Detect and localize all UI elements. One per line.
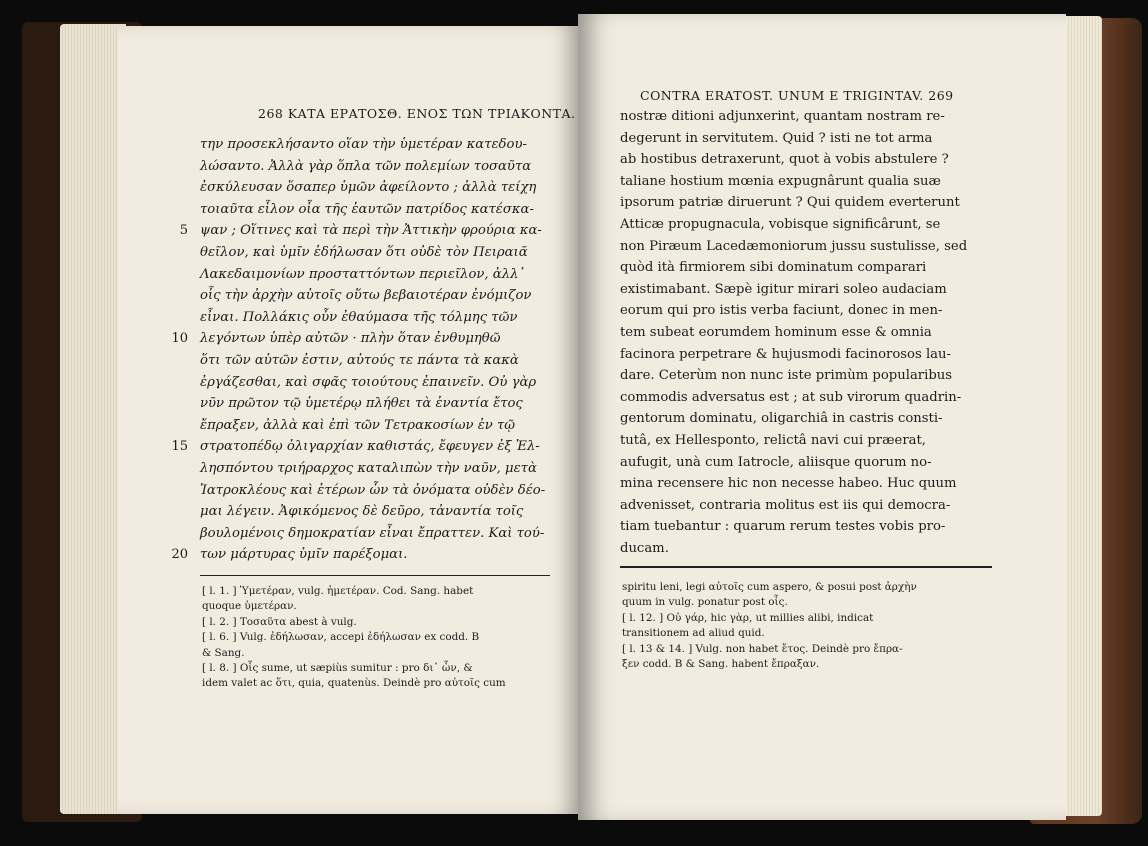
text-line (200, 156, 545, 178)
line-text: ὅτι τῶν αὐτῶν ἐστιν, αὐτούς τε πάντα τὰ κακὰ (200, 352, 519, 368)
line-text: μαι λέγειν. Ἀφικόμενος δὲ δεῦρο, τἀναντία τοῖς (200, 504, 524, 520)
text-line: mina recensere hic non necesse habeo. Huc quum (620, 476, 957, 492)
left-page (118, 26, 578, 814)
footnote-line: [ l. 2. ] Τοσαῦτα abest à vulg. (202, 615, 357, 628)
text-line: quòd ità firmiorem sibi dominatum comparari (620, 260, 927, 276)
text-line: eorum qui pro istis verba faciunt, donec in men- (620, 303, 943, 319)
text-line (200, 523, 545, 545)
line-text: των μάρτυρας ὑμῖν παρέξομαι. (200, 547, 408, 563)
footnote-line: [ l. 1. ] Ὑμετέραν, vulg. ἡμετέραν. Cod. Sang. habet (202, 585, 474, 597)
text-line (200, 285, 545, 307)
text-line (200, 307, 545, 329)
line-number: 5 (179, 223, 188, 239)
right-page (578, 14, 1066, 820)
text-line (200, 134, 545, 156)
line-text: Λακεδαιμονίων προσταττόντων περιεῖλον, ἀλλ᾽ (200, 266, 526, 282)
line-number: 20 (171, 547, 188, 563)
text-line (171, 328, 545, 350)
text-line (200, 393, 545, 415)
text-line: commodis adversatus est ; at sub virorum quadrin- (620, 389, 962, 405)
line-text: την προσεκλήσαντο οἵαν τὴν ὑμετέραν κατεδου- (200, 137, 527, 152)
text-line (200, 199, 545, 221)
text-line: tutâ, ex Hellesponto, relictâ navi cui præerat, (620, 432, 926, 448)
text-line: tiam tuebantur : quarum rerum testes vobis pro- (620, 519, 946, 535)
text-line: nostræ ditioni adjunxerint, quantam nostram re- (620, 109, 945, 124)
line-text: στρατοπέδῳ ὀλιγαρχίαν καθιστάς, ἔφευγεν ἐξ Ἑλ- (200, 439, 540, 455)
line-text: τοιαῦτα εἷλον οἷα τῆς ἑαυτῶν πατρίδος κατέσκα- (200, 201, 534, 217)
footnote-line: [ l. 8. ] Οἷς sume, ut sæpiùs sumitur : pro δι᾽ ὧν, & (202, 661, 473, 674)
text-line: facinora perpetrare & hujusmodi facinorosos lau- (620, 346, 951, 362)
line-text: ψαν ; Οἵτινες καὶ τὰ περὶ τὴν Ἀττικὴν φρούρια κα- (200, 223, 542, 239)
footnote-rule-left (200, 575, 550, 576)
text-line (200, 350, 545, 372)
text-line: non Piræum Lacedæmoniorum jussu sustulisse, sed (620, 238, 968, 254)
page-edges-right (1060, 16, 1102, 816)
left-running-head: 268 ΚΑΤΑ ΕΡΑΤΟΣΘ. ΕΝΟΣ ΤΩΝ ΤΡΙΑΚΟΝΤΑ. (258, 106, 576, 121)
footnote-line: [ l. 12. ] Οὐ γάρ, hic γὰρ, ut millies alibi, indicat (622, 611, 874, 624)
text-line: ducam. (620, 540, 669, 556)
line-text: θεῖλον, καὶ ὑμῖν ἐδήλωσαν ὅτι οὐδὲ τὸν Πειραιᾶ (200, 244, 528, 260)
line-text: Ἰατροκλέους καὶ ἑτέρων ὧν τὰ ὀνόματα οὐδὲν δέο- (200, 482, 546, 498)
line-text: ἐσκύλευσαν ὅσαπερ ὑμῶν ἀφείλοντο ; ἀλλὰ τείχη (200, 180, 537, 196)
footnote-rule-right (620, 566, 992, 568)
text-line: Atticæ propugnacula, vobisque significârunt, se (620, 216, 941, 232)
line-text: λεγόντων ὑπὲρ αὐτῶν · πλὴν ὅταν ἐνθυμηθῶ (200, 331, 501, 347)
text-line (179, 220, 545, 242)
text-line: aufugit, unà cum Iatrocle, aliisque quorum no- (620, 454, 932, 470)
line-text: οἷς τὴν ἀρχὴν αὐτοῖς οὕτω βεβαιοτέραν ἐνόμιζον (200, 288, 532, 304)
text-line (200, 501, 545, 523)
text-line (200, 177, 545, 199)
footnote-line: [ l. 6. ] Vulg. ἐδήλωσαν, accepi ἐδήλωσαν ex codd. B (202, 631, 480, 644)
line-text: ἔπραξεν, ἀλλὰ καὶ ἐπὶ τῶν Τετρακοσίων ἐν τῷ (200, 417, 516, 433)
greek-text-block (171, 134, 546, 566)
footnote-line: ξεν codd. B & Sang. habent ἔπραξαν. (622, 657, 820, 670)
text-line (200, 264, 545, 286)
text-line: tem subeat eorumdem hominum esse & omnia (620, 324, 932, 340)
text-line (200, 242, 545, 264)
footnote-line: idem valet ac ὅτι, quia, quatenùs. Deindè pro αὐτοῖς cum (202, 677, 506, 690)
text-line (171, 436, 545, 458)
text-line: ipsorum patriæ diruerunt ? Qui quidem everterunt (620, 195, 960, 211)
line-text: λησπόντου τριήραρχος καταλιπὼν τὴν ναῦν, μετὰ (200, 460, 537, 476)
text-line (200, 458, 545, 480)
footnote-line: spiritu leni, legi αὐτοῖς cum aspero, & posui post ἀρχὴν (622, 581, 917, 593)
text-line: existimabant. Sæpè igitur mirari soleo audaciam (620, 281, 947, 297)
line-text: εἶναι. Πολλάκις οὖν ἐθαύμασα τῆς τόλμης τῶν (200, 309, 518, 325)
text-line (171, 544, 545, 566)
right-footnotes (622, 580, 992, 672)
footnote-line: [ l. 13 & 14. ] Vulg. non habet ἔτος. Deindè pro ἔπρα- (622, 642, 903, 655)
text-line: ab hostibus detraxerunt, quot à vobis abstulere ? (620, 152, 949, 168)
latin-text-block (620, 106, 992, 559)
left-footnotes (202, 584, 552, 692)
line-number: 15 (171, 439, 188, 455)
text-line: advenisset, contraria molitus est iis qui democra- (620, 497, 951, 513)
text-line (200, 415, 545, 437)
text-line: degerunt in servitutem. Quid ? isti ne tot arma (620, 130, 933, 146)
line-text: βουλομένοις δημοκρατίαν εἶναι ἔπραττεν. Καὶ τού- (200, 525, 545, 541)
line-text: ἐργάζεσθαι, καὶ σφᾶς τοιούτους ἐπαινεῖν. Οὐ γὰρ (200, 374, 537, 390)
text-line: dare. Ceterùm non nunc iste primùm popularibus (620, 368, 953, 384)
footnote-line: quoque ὑμετέραν. (202, 600, 297, 613)
text-line: gentorum dominatu, oligarchiâ in castris consti- (620, 411, 943, 427)
line-text: νῦν πρῶτον τῷ ὑμετέρῳ πλήθει τὰ ἐναντία ἔτος (200, 396, 523, 412)
footnote-line: & Sang. (202, 646, 245, 659)
line-number: 10 (171, 331, 188, 347)
page-edges-left (60, 24, 126, 814)
right-running-head: CONTRA ERATOST. UNUM E TRIGINTAV. 269 (640, 88, 954, 103)
text-line: taliane hostium mœnia expugnârunt qualia suæ (620, 173, 941, 189)
footnote-line: transitionem ad aliud quid. (622, 627, 765, 640)
text-line (200, 480, 545, 502)
text-line (200, 372, 545, 394)
line-text: λώσαντο. Ἀλλὰ γὰρ ὅπλα τῶν πολεμίων τοσαῦτα (200, 158, 532, 174)
footnote-line: quum in vulg. ponatur post οἷς. (622, 596, 788, 609)
